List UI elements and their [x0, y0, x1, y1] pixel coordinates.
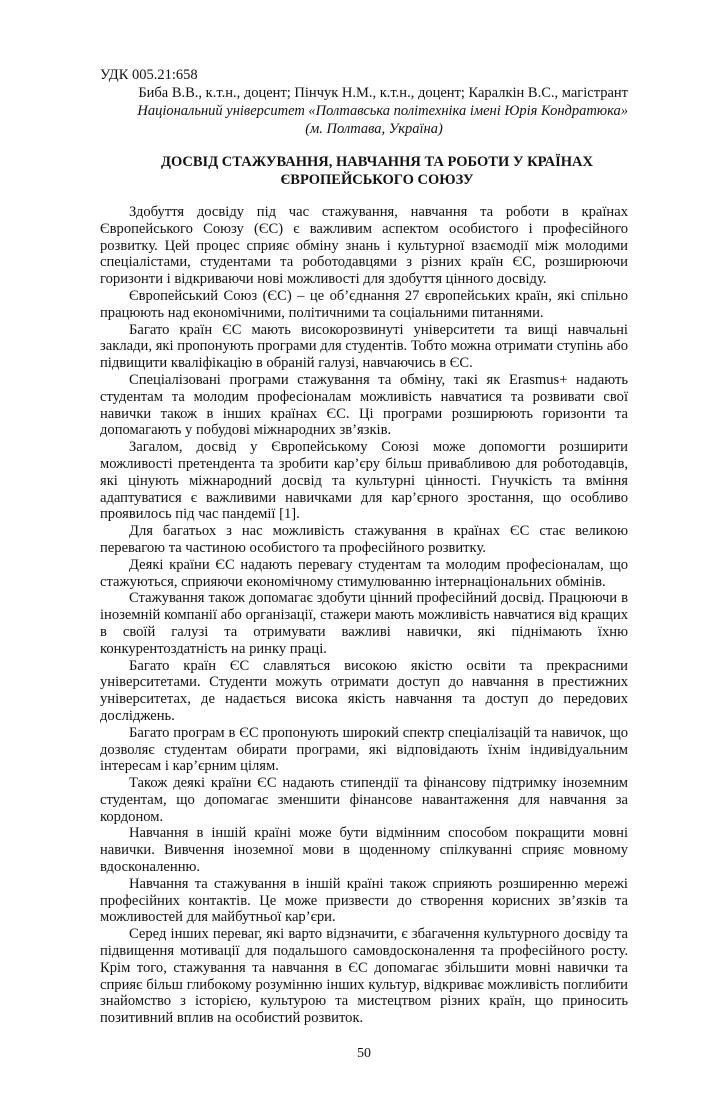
paragraph: Багато країн ЄС славляться високою якістю освіти та прекрасними університетами. Студенти можуть отримати доступ до навчання в престижних університетах, де надається висока якість навчання та доступ до передових досліджень.: [100, 657, 628, 724]
paragraph: Навчання в іншій країні може бути відмінним способом покращити мовні навички. Вивчення іноземної мови в щоденному спілкуванні сприяє мовному вдосконаленню.: [100, 825, 628, 876]
paragraph: Навчання та стажування в іншій країні також сприяють розширенню мережі професійних контактів. Це може призвести до створення корисних зв’язків та можливостей для майбутньої кар’єри.: [100, 875, 628, 926]
page-number: 50: [357, 1046, 371, 1062]
paragraph: Серед інших переваг, які варто відзначити, є збагачення культурного досвіду та підвищення мотивації для подальшого самовдосконалення та професійного росту. Крім того, стажування та навчання в ЄС допомагає збільшити мовні навички та сприяє більш глибокому розумінню інших культур, відкриває можливість поглибити знайомство з історією, культурою та мистецтвом різних країн, що приносить позитивний вплив на особистий розвиток.: [100, 926, 628, 1027]
paragraph: Багато програм в ЄС пропонують широкий спектр спеціалізацій та навичок, що дозволяє студентам обирати програми, які відповідають їхнім індивідуальним інтересам і кар’єрним цілям.: [100, 724, 628, 775]
paragraph: Спеціалізовані програми стажування та обміну, такі як Erasmus+ надають студентам та молодим професіоналам можливість навчатися та розвивати свої навички також в інших країнах ЄС. Ці програми розширюють горизонти та допомагають у побудові міжнародних зв’язків.: [100, 371, 628, 439]
university-affiliation: Національний університет «Полтавська політехніка імені Юрія Кондратюка»: [137, 103, 628, 119]
paragraph: Здобуття досвіду під час стажування, навчання та роботи в країнах Європейського Союзу (ЄС) є важливим аспектом особистого і професійного розвитку. Цей процес сприяє обміну знань і культурної взаємодії між молодими спеціалістами, студентами та роботодавцями з різних країн ЄС, розширюючи горизонти і відкриваючи нові можливості для здобуття цінного досвіду.: [100, 204, 628, 288]
paragraph: Багато країн ЄС мають високорозвинуті університети та вищі навчальні заклади, які пропонують програми для студентів. Тобто можна отримати ступінь або підвищити кваліфікацію в обраній галузі, навчаючись в ЄС.: [100, 321, 628, 372]
article-body: [100, 204, 628, 1027]
paragraph: Деякі країни ЄС надають перевагу студентам та молодим професіоналам, що стажуються, сприяючи економічному стимулюванню інтернаціональних обмінів.: [100, 556, 628, 590]
paragraph: Для багатьох з нас можливість стажування в країнах ЄС стає великою перевагою та частиною особистого та професійного розвитку.: [100, 523, 628, 556]
udk-code: УДК 005.21:658: [100, 67, 198, 83]
city-affiliation: (м. Полтава, Україна): [305, 121, 443, 137]
paragraph: Європейський Союз (ЄС) – це об’єднання 27 європейських країн, які спільно працюють над економічними, політичними та соціальними питаннями.: [100, 287, 628, 321]
paragraph: Загалом, досвід у Європейському Союзі може допомогти розширити можливості претендента та зробити кар’єру більш привабливою для роботодавців, які цінують міжнародний досвід та культурні цінності. Гнучкість та вміння адаптуватися є важливими навичками для кар’єрного зростання, що особливо проявилось під час пандемії [1].: [100, 439, 628, 523]
authors-line: Биба В.В., к.т.н., доцент; Пінчук Н.М., к.т.н., доцент; Каралкін В.С., магістрант: [138, 85, 628, 101]
title-line-2: ЄВРОПЕЙСЬКОГО СОЮЗУ: [280, 172, 474, 188]
paragraph: Стажування також допомагає здобути цінний професійний досвід. Працюючи в іноземній компанії або організації, стажери мають можливість навчатися від кращих в своїй галузі та отримувати важливі навички, які піднімають їхню конкурентоздатність на ринку праці.: [100, 590, 628, 657]
article-title: [100, 153, 628, 189]
title-line-1: ДОСВІД СТАЖУВАННЯ, НАВЧАННЯ ТА РОБОТИ У КРАЇНАХ: [160, 154, 593, 170]
paragraph: Також деякі країни ЄС надають стипендії та фінансову підтримку іноземним студентам, що допомагає зменшити фінансове навантаження для навчання за кордоном.: [100, 775, 628, 825]
